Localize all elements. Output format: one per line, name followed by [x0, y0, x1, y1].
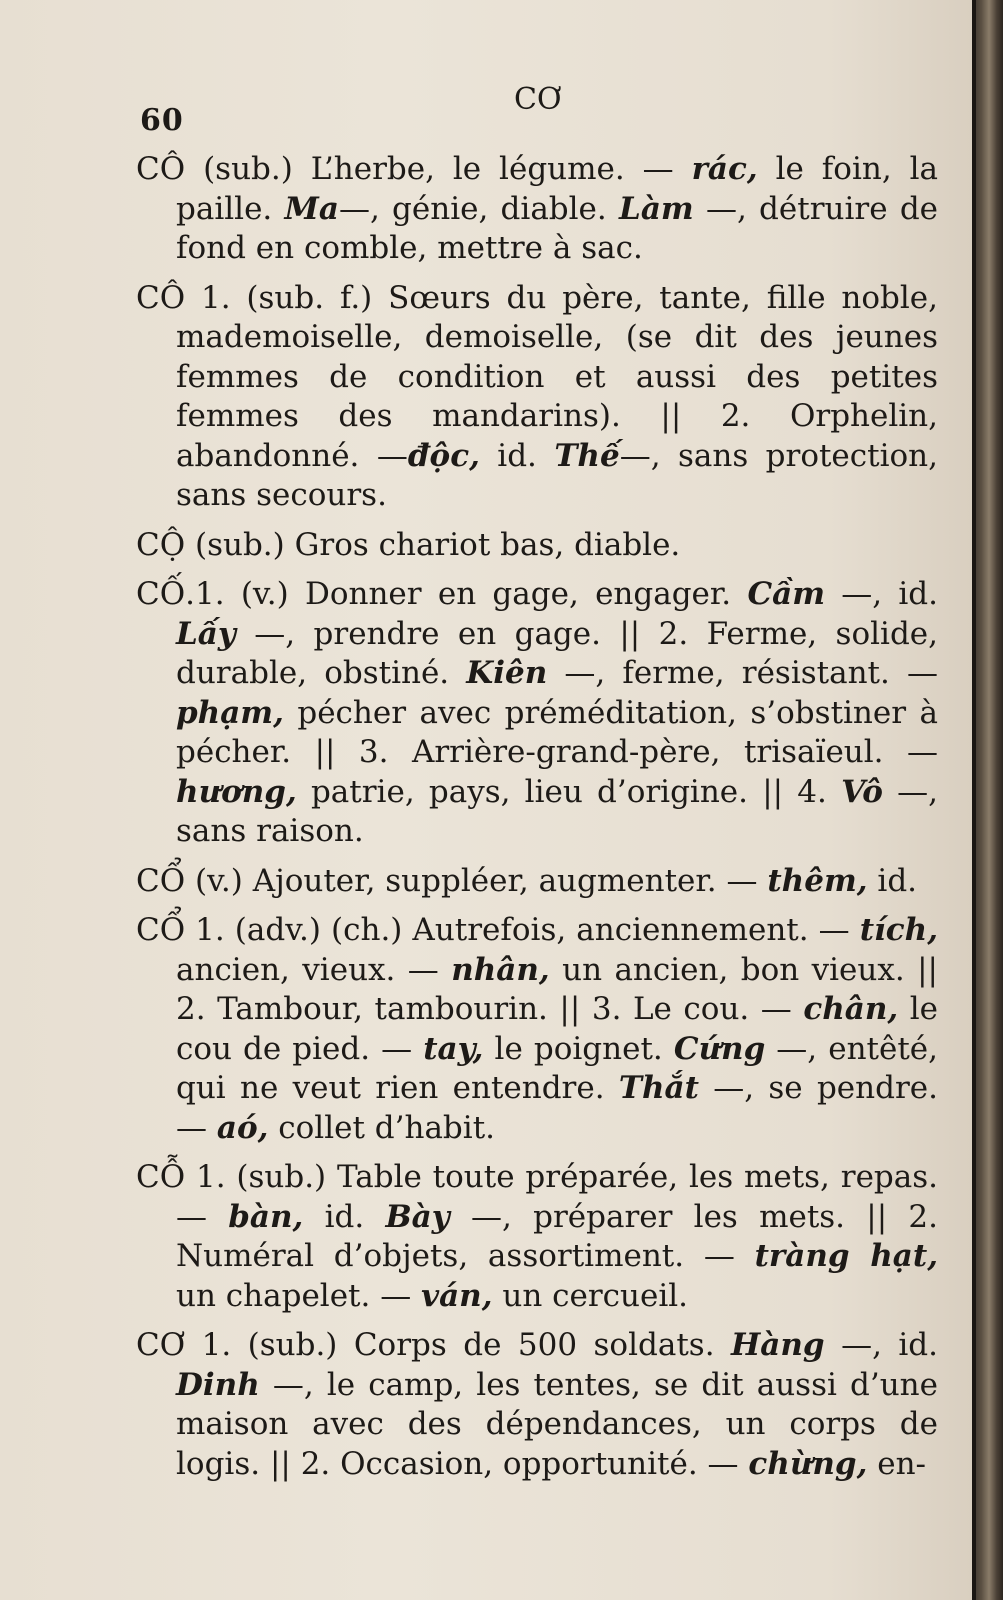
definition-text: —, sans protection, sans secours.	[176, 437, 938, 513]
definition-text: un ancien, bon vieux. || 2. Tambour, tambourin. || 3. Le cou. —	[176, 951, 939, 1027]
vietnamese-term: Cứng	[673, 1030, 766, 1067]
vietnamese-term: Làm	[619, 190, 694, 227]
vietnamese-term: Thế	[554, 437, 620, 474]
vietnamese-term: tràng hạt,	[754, 1238, 938, 1274]
vietnamese-term: Ma	[284, 190, 339, 227]
definition-text: —, le camp, les tentes, se dit aussi d’une maison avec des dépendances, un corps de logis. || 2. Occasion, opportunité. —	[176, 1366, 938, 1482]
definition-text: id.	[303, 1198, 386, 1235]
definition-text: id.	[867, 862, 918, 899]
dictionary-entry	[136, 911, 938, 1148]
entry-headword: CỐ	[136, 576, 186, 612]
dictionary-entry	[136, 1326, 938, 1484]
vietnamese-term: nhân,	[451, 951, 550, 988]
dictionary-entry	[136, 279, 938, 516]
page-gutter-edge	[972, 0, 976, 1600]
definition-text: ancien, vieux. —	[176, 951, 452, 988]
definition-text: —, génie, diable.	[338, 190, 620, 227]
definition-text: collet d’habit.	[268, 1109, 496, 1146]
vietnamese-term: tay,	[423, 1030, 484, 1067]
definition-text: pécher avec préméditation, s’obstiner à pécher. || 3. Arrière-grand-père, trisaïeul. —	[176, 694, 938, 770]
page-number: 60	[140, 103, 184, 138]
definition-text: —, id.	[824, 1327, 938, 1363]
definition-text: (sub.) Gros chariot bas, diable.	[185, 526, 681, 563]
vietnamese-term: thêm,	[767, 862, 868, 899]
definition-text: id.	[479, 437, 555, 474]
book-spine	[972, 0, 1003, 1600]
vietnamese-term: Kiên	[466, 655, 548, 691]
definition-text: —, entêté, qui ne veut rien entendre.	[176, 1030, 938, 1106]
definition-text: —, détruire de fond en comble, mettre à sac.	[176, 190, 939, 266]
definition-text: le foin, la paille.	[176, 151, 939, 227]
entry-headword: CỖ	[136, 1159, 186, 1195]
entries-column	[136, 150, 938, 1494]
vietnamese-term: bàn,	[228, 1198, 304, 1235]
dictionary-entry	[136, 1158, 938, 1316]
running-head: CƠ	[514, 82, 562, 117]
vietnamese-term: phạm,	[176, 694, 284, 731]
definition-text: un cercueil.	[492, 1277, 689, 1314]
vietnamese-term: hương,	[176, 773, 297, 810]
definition-text: —, prendre en gage. || 2. Ferme, solide, durable, obstiné.	[176, 615, 938, 691]
dictionary-entry	[136, 150, 938, 269]
definition-text: le poignet.	[483, 1030, 674, 1067]
definition-text: patrie, pays, lieu d’origine. || 4.	[296, 773, 842, 810]
entry-headword: CỔ	[136, 862, 186, 899]
vietnamese-term: Dinh	[176, 1366, 260, 1403]
vietnamese-term: Thắt	[618, 1070, 699, 1106]
vietnamese-term: độc,	[407, 437, 480, 474]
dictionary-entry	[136, 526, 938, 566]
vietnamese-term: chân,	[803, 991, 899, 1027]
vietnamese-term: chừng,	[748, 1445, 868, 1482]
definition-text: —, ferme, résistant. —	[547, 655, 939, 691]
definition-text: —, préparer les mets. || 2. Numéral d’objets, assortiment. —	[176, 1198, 938, 1274]
entry-headword: CỘ	[136, 526, 186, 563]
vietnamese-term: aó,	[216, 1109, 269, 1146]
definition-text: (v.) Ajouter, suppléer, augmenter. —	[185, 862, 768, 899]
definition-text: 1. (sub. f.) Sœurs du père, tante, fille noble, mademoiselle, demoiselle, (se dit des jeunes femmes de condition et aussi des petites femmes des mandarins). || 2. Orphelin, abandonné. —	[176, 279, 938, 474]
entry-headword: CƠ	[136, 1327, 186, 1363]
definition-text: en-	[867, 1445, 927, 1482]
definition-text: un chapelet. —	[176, 1277, 422, 1314]
definition-text: (sub.) L’herbe, le légume. —	[185, 151, 692, 187]
entry-headword: CÔ	[136, 151, 186, 187]
vietnamese-term: Vô	[841, 773, 883, 810]
vietnamese-term: Lấy	[176, 615, 236, 652]
entry-headword: CÔ	[136, 279, 186, 316]
dictionary-entry	[136, 575, 938, 852]
definition-text: .1. (v.) Donner en gage, engager.	[185, 576, 748, 612]
vietnamese-term: Cầm	[747, 576, 825, 612]
entry-headword: CỔ	[136, 912, 186, 948]
definition-text: 1. (sub.) Table toute préparée, les mets, repas. —	[176, 1159, 938, 1235]
definition-text: —, sans raison.	[176, 773, 938, 849]
definition-text: —, id.	[825, 576, 938, 612]
definition-text: —, se pendre. —	[176, 1070, 938, 1146]
vietnamese-term: Bày	[385, 1198, 450, 1235]
definition-text: le cou de pied. —	[176, 991, 938, 1067]
vietnamese-term: Hàng	[731, 1327, 825, 1363]
definition-text: 1. (adv.) (ch.) Autrefois, anciennement. —	[185, 912, 860, 948]
vietnamese-term: rác,	[691, 151, 758, 187]
definition-text: 1. (sub.) Corps de 500 soldats.	[185, 1327, 732, 1363]
dictionary-entry	[136, 862, 938, 902]
vietnamese-term: ván,	[421, 1277, 493, 1314]
vietnamese-term: tích,	[859, 912, 938, 948]
